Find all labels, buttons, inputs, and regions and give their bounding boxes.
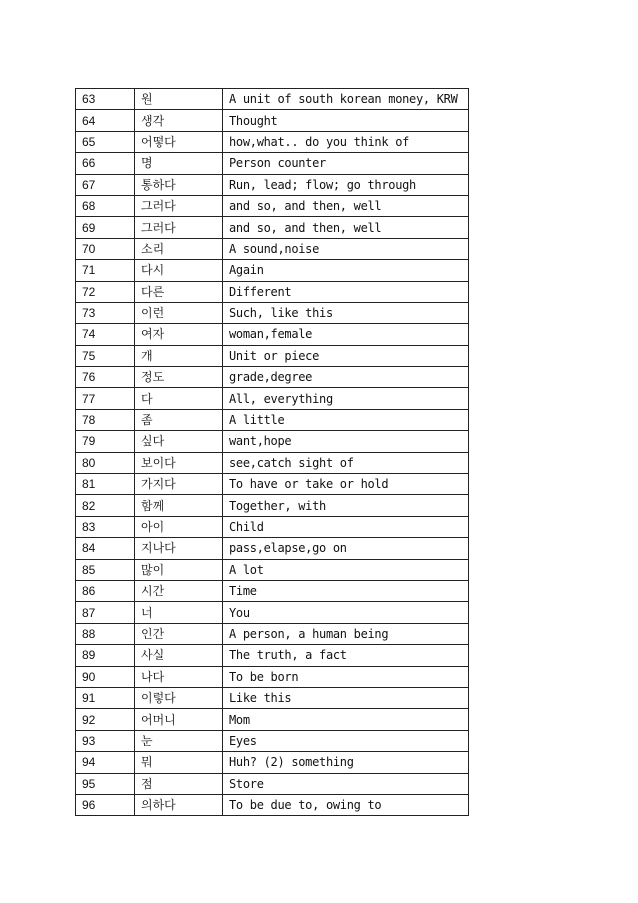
korean-word: 좀 <box>135 409 223 430</box>
english-meaning: All, everything <box>223 388 469 409</box>
vocabulary-table <box>75 88 469 816</box>
korean-word: 어떻다 <box>135 131 223 152</box>
english-meaning: To be due to, owing to <box>223 794 469 815</box>
row-number: 76 <box>76 367 135 388</box>
english-meaning: Different <box>223 281 469 302</box>
english-meaning: A lot <box>223 559 469 580</box>
row-number: 78 <box>76 409 135 430</box>
row-number: 87 <box>76 602 135 623</box>
row-number: 75 <box>76 345 135 366</box>
row-number: 66 <box>76 153 135 174</box>
korean-word: 어머니 <box>135 709 223 730</box>
english-meaning: Like this <box>223 687 469 708</box>
english-meaning: Such, like this <box>223 302 469 323</box>
korean-word: 다른 <box>135 281 223 302</box>
english-meaning: Thought <box>223 110 469 131</box>
korean-word: 의하다 <box>135 794 223 815</box>
table-row <box>76 217 469 238</box>
english-meaning: Mom <box>223 709 469 730</box>
english-meaning: grade,degree <box>223 367 469 388</box>
row-number: 65 <box>76 131 135 152</box>
korean-word: 너 <box>135 602 223 623</box>
korean-word: 뭐 <box>135 752 223 773</box>
english-meaning: Eyes <box>223 730 469 751</box>
korean-word: 소리 <box>135 238 223 259</box>
english-meaning: pass,elapse,go on <box>223 538 469 559</box>
row-number: 77 <box>76 388 135 409</box>
table-row <box>76 238 469 259</box>
row-number: 68 <box>76 195 135 216</box>
english-meaning: see,catch sight of <box>223 452 469 473</box>
table-row <box>76 752 469 773</box>
row-number: 89 <box>76 645 135 666</box>
korean-word: 인간 <box>135 623 223 644</box>
english-meaning: and so, and then, well <box>223 195 469 216</box>
vocabulary-table-body <box>76 89 469 816</box>
table-row <box>76 89 469 110</box>
korean-word: 이런 <box>135 302 223 323</box>
table-row <box>76 452 469 473</box>
table-row <box>76 302 469 323</box>
english-meaning: Huh? (2) something <box>223 752 469 773</box>
table-row <box>76 367 469 388</box>
row-number: 86 <box>76 580 135 601</box>
english-meaning: To have or take or hold <box>223 474 469 495</box>
row-number: 79 <box>76 431 135 452</box>
english-meaning: A unit of south korean money, KRW <box>223 89 469 110</box>
table-row <box>76 195 469 216</box>
table-row <box>76 495 469 516</box>
table-row <box>76 431 469 452</box>
row-number: 92 <box>76 709 135 730</box>
korean-word: 점 <box>135 773 223 794</box>
korean-word: 다시 <box>135 260 223 281</box>
korean-word: 생각 <box>135 110 223 131</box>
english-meaning: Store <box>223 773 469 794</box>
table-row <box>76 281 469 302</box>
row-number: 70 <box>76 238 135 259</box>
table-row <box>76 623 469 644</box>
korean-word: 이렇다 <box>135 687 223 708</box>
table-row <box>76 730 469 751</box>
english-meaning: The truth, a fact <box>223 645 469 666</box>
korean-word: 많이 <box>135 559 223 580</box>
row-number: 69 <box>76 217 135 238</box>
korean-word: 개 <box>135 345 223 366</box>
english-meaning: want,hope <box>223 431 469 452</box>
english-meaning: woman,female <box>223 324 469 345</box>
korean-word: 여자 <box>135 324 223 345</box>
korean-word: 눈 <box>135 730 223 751</box>
table-row <box>76 260 469 281</box>
row-number: 96 <box>76 794 135 815</box>
row-number: 83 <box>76 516 135 537</box>
korean-word: 명 <box>135 153 223 174</box>
korean-word: 다 <box>135 388 223 409</box>
row-number: 91 <box>76 687 135 708</box>
table-row <box>76 516 469 537</box>
row-number: 80 <box>76 452 135 473</box>
korean-word: 그러다 <box>135 217 223 238</box>
table-row <box>76 687 469 708</box>
table-row <box>76 773 469 794</box>
english-meaning: Child <box>223 516 469 537</box>
table-row <box>76 645 469 666</box>
english-meaning: how,what.. do you think of <box>223 131 469 152</box>
row-number: 74 <box>76 324 135 345</box>
row-number: 93 <box>76 730 135 751</box>
english-meaning: You <box>223 602 469 623</box>
row-number: 94 <box>76 752 135 773</box>
table-row <box>76 666 469 687</box>
row-number: 63 <box>76 89 135 110</box>
english-meaning: Together, with <box>223 495 469 516</box>
table-row <box>76 388 469 409</box>
row-number: 72 <box>76 281 135 302</box>
korean-word: 사실 <box>135 645 223 666</box>
english-meaning: Time <box>223 580 469 601</box>
korean-word: 함께 <box>135 495 223 516</box>
table-row <box>76 794 469 815</box>
korean-word: 통하다 <box>135 174 223 195</box>
korean-word: 지나다 <box>135 538 223 559</box>
row-number: 82 <box>76 495 135 516</box>
korean-word: 그러다 <box>135 195 223 216</box>
row-number: 81 <box>76 474 135 495</box>
table-row <box>76 324 469 345</box>
table-row <box>76 709 469 730</box>
table-row <box>76 345 469 366</box>
korean-word: 정도 <box>135 367 223 388</box>
row-number: 85 <box>76 559 135 580</box>
table-row <box>76 131 469 152</box>
korean-word: 원 <box>135 89 223 110</box>
row-number: 73 <box>76 302 135 323</box>
table-row <box>76 153 469 174</box>
table-row <box>76 538 469 559</box>
korean-word: 나다 <box>135 666 223 687</box>
table-row <box>76 174 469 195</box>
english-meaning: Person counter <box>223 153 469 174</box>
english-meaning: A sound,noise <box>223 238 469 259</box>
english-meaning: Unit or piece <box>223 345 469 366</box>
row-number: 84 <box>76 538 135 559</box>
table-row <box>76 602 469 623</box>
row-number: 64 <box>76 110 135 131</box>
korean-word: 보이다 <box>135 452 223 473</box>
korean-word: 아이 <box>135 516 223 537</box>
row-number: 71 <box>76 260 135 281</box>
english-meaning: To be born <box>223 666 469 687</box>
row-number: 67 <box>76 174 135 195</box>
table-row <box>76 474 469 495</box>
row-number: 88 <box>76 623 135 644</box>
table-row <box>76 559 469 580</box>
korean-word: 시간 <box>135 580 223 601</box>
english-meaning: A little <box>223 409 469 430</box>
table-row <box>76 110 469 131</box>
english-meaning: and so, and then, well <box>223 217 469 238</box>
english-meaning: A person, a human being <box>223 623 469 644</box>
row-number: 95 <box>76 773 135 794</box>
table-row <box>76 409 469 430</box>
table-row <box>76 580 469 601</box>
korean-word: 싶다 <box>135 431 223 452</box>
english-meaning: Again <box>223 260 469 281</box>
row-number: 90 <box>76 666 135 687</box>
korean-word: 가지다 <box>135 474 223 495</box>
english-meaning: Run, lead; flow; go through <box>223 174 469 195</box>
